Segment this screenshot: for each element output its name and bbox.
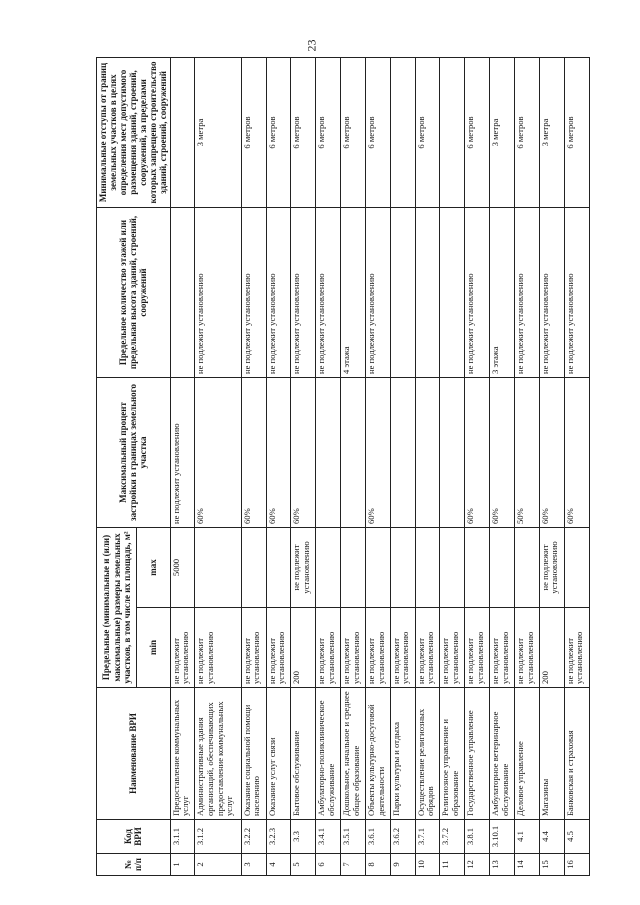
table-row (415, 57, 440, 875)
row-num-cell: 2 (195, 854, 241, 876)
land-use-regulations-table (96, 57, 590, 876)
row-code-cell: 4.1 (515, 820, 540, 854)
row-floors-cell (170, 207, 195, 377)
table-row (515, 57, 540, 875)
row-code-cell: 3.7.2 (440, 820, 465, 854)
row-build-percent-cell: 60% (490, 377, 515, 527)
page-number: 23 (304, 39, 319, 52)
row-setback-cell (440, 57, 465, 207)
row-code-cell: 3.2.3 (266, 820, 291, 854)
row-name-cell: Амбулаторно-поликлиническое обслуживание (316, 688, 341, 820)
row-area-max-cell (515, 527, 540, 607)
row-floors-cell: 4 этажа (341, 207, 366, 377)
table-row (539, 57, 564, 875)
table-row (564, 57, 589, 875)
row-setback-cell (390, 57, 415, 207)
row-floors-cell: не подлежит установлению (539, 207, 564, 377)
row-area-min-cell: не подлежит установлению (365, 608, 390, 688)
row-build-percent-cell: не подлежит установлению (170, 377, 195, 527)
row-area-min-cell: не подлежит установлению (515, 608, 540, 688)
row-code-cell: 3.1.1 (170, 820, 195, 854)
row-build-percent-cell (390, 377, 415, 527)
header-build-percent: Максимальный процент застройки в границах земельного участка (97, 377, 171, 527)
row-name-cell: Оказание услуг связи (266, 688, 291, 820)
row-setback-cell: 3 метра (490, 57, 515, 207)
row-floors-cell: не подлежит установлению (365, 207, 390, 377)
row-area-max-cell (564, 527, 589, 607)
table-row (316, 57, 341, 875)
row-floors-cell: не подлежит установлению (465, 207, 490, 377)
row-setback-cell: 3 метра (539, 57, 564, 207)
row-area-min-cell: не подлежит установлению (490, 608, 515, 688)
row-floors-cell: не подлежит установлению (564, 207, 589, 377)
row-name-cell: Магазины (539, 688, 564, 820)
row-name-cell: Банковская и страховая (564, 688, 589, 820)
row-name-cell: Осуществление религиозных обрядов (415, 688, 440, 820)
row-name-cell: Административные здания организаций, обеспечивающих предоставление коммунальных услуг (195, 688, 241, 820)
row-area-min-cell: не подлежит установлению (316, 608, 341, 688)
row-area-max-cell (341, 527, 366, 607)
table-row (266, 57, 291, 875)
row-setback-cell: 6 метров (266, 57, 291, 207)
row-build-percent-cell: 60% (365, 377, 390, 527)
row-area-min-cell: не подлежит установлению (341, 608, 366, 688)
row-num-cell: 5 (291, 854, 316, 876)
row-code-cell: 3.10.1 (490, 820, 515, 854)
row-build-percent-cell: 60% (195, 377, 241, 527)
row-floors-cell (440, 207, 465, 377)
table-body (170, 57, 589, 875)
row-setback-cell: 6 метров (291, 57, 316, 207)
row-name-cell: Государственное управление (465, 688, 490, 820)
row-floors-cell: не подлежит установлению (316, 207, 341, 377)
row-floors-cell: не подлежит установлению (266, 207, 291, 377)
row-name-cell: Бытовое обслуживание (291, 688, 316, 820)
row-build-percent-cell (415, 377, 440, 527)
row-floors-cell: не подлежит установлению (515, 207, 540, 377)
table-row (170, 57, 195, 875)
header-setback: Минимальные отступы от границ земельных участков в целях определения мест допустимого размещения зданий, строений, сооружений, за пределами которых запрещено строительство зданий, строений, сооружений (97, 57, 171, 207)
row-area-min-cell: не подлежит установлению (241, 608, 266, 688)
row-area-max-cell (465, 527, 490, 607)
row-num-cell: 11 (440, 854, 465, 876)
row-setback-cell: 3 метра (195, 57, 241, 207)
row-num-cell: 12 (465, 854, 490, 876)
row-area-max-cell: не подлежит установлению (539, 527, 564, 607)
row-code-cell: 4.5 (564, 820, 589, 854)
row-code-cell: 3.3 (291, 820, 316, 854)
header-area: Предельные (минимальные и (или) максимальные) размеры земельных участков, в том числе их площадь, м² (97, 527, 137, 687)
row-num-cell: 14 (515, 854, 540, 876)
row-area-min-cell: не подлежит установлению (465, 608, 490, 688)
row-code-cell: 3.5.1 (341, 820, 366, 854)
row-area-min-cell: не подлежит установлению (195, 608, 241, 688)
row-area-max-cell (490, 527, 515, 607)
rotated-table-container (96, 58, 585, 876)
row-area-max-cell: не подлежит установлению (291, 527, 316, 607)
row-area-max-cell (266, 527, 291, 607)
row-num-cell: 16 (564, 854, 589, 876)
row-code-cell: 3.4.1 (316, 820, 341, 854)
row-code-cell: 4.4 (539, 820, 564, 854)
row-num-cell: 4 (266, 854, 291, 876)
header-floors: Предельное количество этажей или предельная высота зданий, строений, сооружений (97, 207, 171, 377)
row-code-cell: 3.1.2 (195, 820, 241, 854)
row-area-max-cell (195, 527, 241, 607)
row-build-percent-cell: 50% (515, 377, 540, 527)
row-build-percent-cell (316, 377, 341, 527)
table-row (365, 57, 390, 875)
table-row (341, 57, 366, 875)
row-area-max-cell (316, 527, 341, 607)
row-area-max-cell: 5000 (170, 527, 195, 607)
row-code-cell: 3.2.2 (241, 820, 266, 854)
row-floors-cell: не подлежит установлению (195, 207, 241, 377)
row-area-min-cell: не подлежит установлению (564, 608, 589, 688)
table-row (490, 57, 515, 875)
row-num-cell: 6 (316, 854, 341, 876)
row-name-cell: Оказание социальной помощи населению (241, 688, 266, 820)
row-area-min-cell: не подлежит установлению (170, 608, 195, 688)
row-area-max-cell (365, 527, 390, 607)
row-num-cell: 1 (170, 854, 195, 876)
row-name-cell: Религиозное управление и образование (440, 688, 465, 820)
row-name-cell: Деловое управление (515, 688, 540, 820)
row-build-percent-cell: 60% (241, 377, 266, 527)
header-num: № п/п (97, 854, 171, 876)
row-setback-cell: 6 метров (564, 57, 589, 207)
row-floors-cell (415, 207, 440, 377)
row-build-percent-cell (440, 377, 465, 527)
header-area-max: max (137, 527, 170, 607)
row-floors-cell: не подлежит установлению (291, 207, 316, 377)
header-name: Наименование ВРИ (97, 688, 171, 820)
row-num-cell: 9 (390, 854, 415, 876)
table-row (195, 57, 241, 875)
row-build-percent-cell: 60% (564, 377, 589, 527)
row-build-percent-cell: 60% (465, 377, 490, 527)
row-floors-cell (390, 207, 415, 377)
table-row (241, 57, 266, 875)
row-num-cell: 7 (341, 854, 366, 876)
row-name-cell: Предоставление коммунальных услуг (170, 688, 195, 820)
row-area-min-cell: не подлежит установлению (415, 608, 440, 688)
row-area-min-cell: не подлежит установлению (440, 608, 465, 688)
row-setback-cell: 6 метров (365, 57, 390, 207)
table-row (440, 57, 465, 875)
row-setback-cell: 6 метров (341, 57, 366, 207)
row-area-min-cell: 200 (291, 608, 316, 688)
row-num-cell: 3 (241, 854, 266, 876)
row-setback-cell: 6 метров (515, 57, 540, 207)
row-setback-cell (170, 57, 195, 207)
row-floors-cell: 3 этажа (490, 207, 515, 377)
row-num-cell: 8 (365, 854, 390, 876)
row-area-max-cell (415, 527, 440, 607)
regulations-table-wrapper (96, 58, 585, 876)
row-area-max-cell (440, 527, 465, 607)
table-row (465, 57, 490, 875)
table-row (291, 57, 316, 875)
row-build-percent-cell: 60% (266, 377, 291, 527)
row-build-percent-cell: 60% (291, 377, 316, 527)
row-name-cell: Объекты культурно-досуговой деятельности (365, 688, 390, 820)
row-code-cell: 3.8.1 (465, 820, 490, 854)
row-num-cell: 13 (490, 854, 515, 876)
row-build-percent-cell: 60% (539, 377, 564, 527)
header-code: Код ВРИ (97, 820, 171, 854)
row-setback-cell: 6 метров (316, 57, 341, 207)
row-num-cell: 10 (415, 854, 440, 876)
table-row (390, 57, 415, 875)
row-code-cell: 3.6.1 (365, 820, 390, 854)
row-code-cell: 3.6.2 (390, 820, 415, 854)
header-area-min: min (137, 608, 170, 688)
row-name-cell: Амбулаторное ветеринарное обслуживание (490, 688, 515, 820)
row-area-min-cell: 200 (539, 608, 564, 688)
row-area-max-cell (241, 527, 266, 607)
row-setback-cell: 6 метров (415, 57, 440, 207)
row-num-cell: 15 (539, 854, 564, 876)
row-build-percent-cell (341, 377, 366, 527)
row-code-cell: 3.7.1 (415, 820, 440, 854)
row-name-cell: Парки культуры и отдыха (390, 688, 415, 820)
row-setback-cell: 6 метров (465, 57, 490, 207)
row-name-cell: Дошкольное, начальное и среднее общее образование (341, 688, 366, 820)
row-area-min-cell: не подлежит установлению (266, 608, 291, 688)
row-area-min-cell: не подлежит установлению (390, 608, 415, 688)
row-setback-cell: 6 метров (241, 57, 266, 207)
row-area-max-cell (390, 527, 415, 607)
row-floors-cell: не подлежит установлению (241, 207, 266, 377)
